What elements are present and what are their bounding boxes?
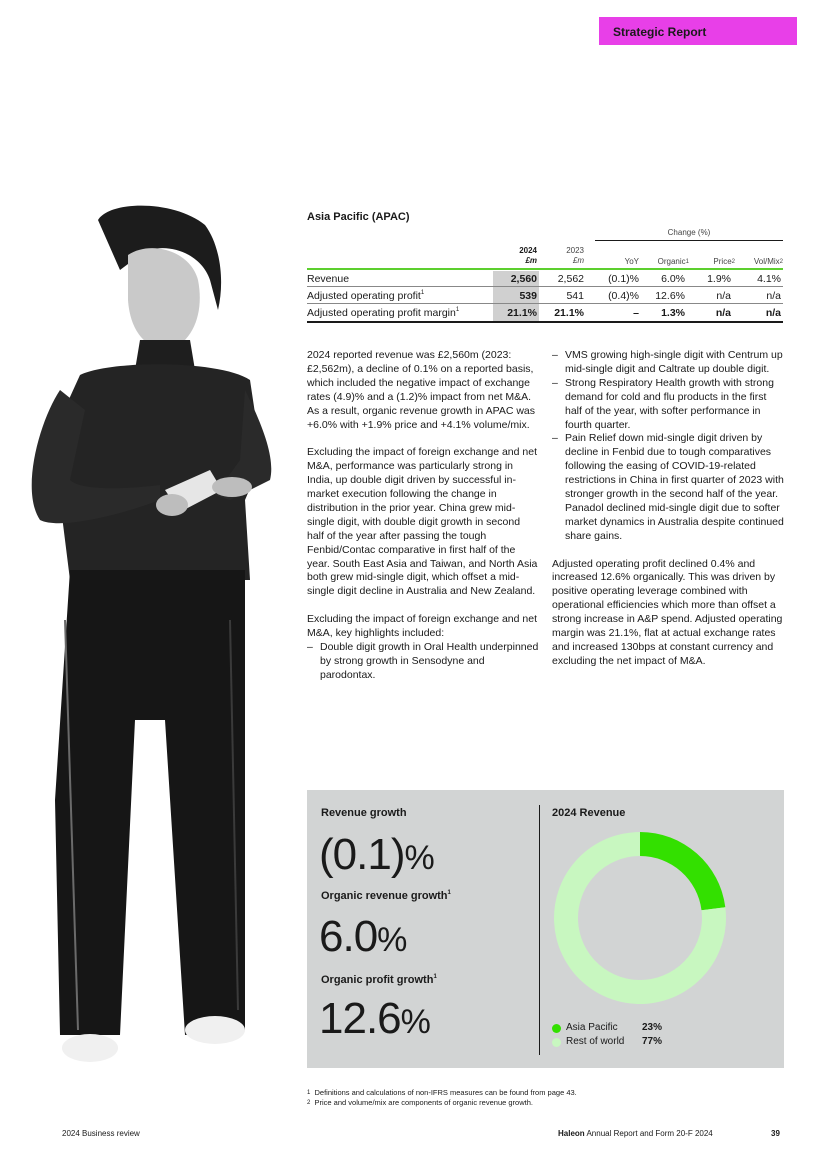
cell-volmix: 4.1% [757,273,781,285]
cell-price: n/a [716,290,731,302]
footnote: $^1$ Definitions and calculations of non-IFRS measures can be found from page 43. [307,1088,577,1097]
legend-value: 23% [642,1022,663,1033]
row-label: Adjusted operating profit margin$^1$ [307,307,460,319]
cell-volmix: n/a [766,290,781,302]
cell-organic: 1.3% [661,307,685,319]
kpi-value: 6.0% [319,912,407,961]
section-title: Asia Pacific (APAC) [307,211,410,223]
footnotes [307,1088,577,1108]
change-header: Change (%) [595,228,783,241]
kpi-value: (0.1)% [319,830,434,879]
legend-value: 77% [642,1036,663,1047]
bullet-item: – Pain Relief down mid-single digit driven by decline in Fenbid due to tough comparatives following the easing of COVID-19-related restrictions in China in first quarter of 2023 with stronger growth in the second half of the year. Panadol declined mid-single digit due to softer market dynamics in Australia despite continued share gains. [552,432,786,543]
footer-report: Haleon Annual Report and Form 20-F 2024 [558,1129,713,1138]
kpi-panel [307,790,784,1068]
legend-dot [552,1038,561,1047]
cell-2024: 2,560 [510,273,537,285]
kpi-label: Revenue growth [321,807,407,819]
paragraph: 2024 reported revenue was £2,560m (2023: £2,562m), a decline of 0.1% on a reported basis, which included the negative impact of exchange rates (4.9)% and a (1.2)% impact from net M&A. As a result, organic revenue growth in APAC was +6.0% with +1.9% price and +4.1% volume/mix. [307,349,536,431]
col-price-header: Price$^2$ [713,257,735,266]
row-label: Revenue [307,273,350,285]
cell-yoy: (0.4)% [608,290,639,302]
table-row [307,305,783,323]
paragraph: Excluding the impact of foreign exchange and net M&A, performance was particularly strong in India, up double digit driven by successful in-market execution following the change in distribution in the prior year. China grew mid-single digit, with double digit growth in second half of the year after passing the tough Fenbid/Contac comparative in first half of the year. South East Asia and Taiwan, and North Asia both grew mid-single digit, which offset a mid-single digit decline in Australia and New Zealand. [307,446,538,598]
col-yoy-header: YoY [624,257,639,266]
person-photo [0,200,300,1080]
col-volmix-header: Vol/Mix$^2$ [753,257,783,266]
bullet-item: – Strong Respiratory Health growth with strong demand for cold and flu products in the first half of the year, with softer performance in fourth quarter. [552,377,786,433]
panel-divider [539,805,540,1055]
paragraph: Excluding the impact of foreign exchange and net M&A, key highlights included: [307,613,537,640]
table-header-row [307,244,783,270]
left-text-column [307,349,539,683]
legend-dot [552,1024,561,1033]
table-row [307,271,783,287]
cell-price: 1.9% [707,273,731,285]
legend-item [552,1022,682,1036]
legend-name: Asia Pacific [566,1022,618,1033]
cell-volmix: n/a [765,307,781,319]
legend-item [552,1036,682,1050]
col-2023-header: 2023 £m [566,246,584,265]
cell-2023: 21.1% [554,307,584,319]
revenue-donut-chart [552,830,728,1006]
footnote: $^2$ Price and volume/mix are components of organic revenue growth. [307,1098,533,1107]
cell-organic: 12.6% [655,290,685,302]
row-label: Adjusted operating profit$^1$ [307,290,425,302]
legend-name: Rest of world [566,1036,625,1047]
cell-organic: 6.0% [661,273,685,285]
cell-2024: 539 [519,290,537,302]
page-number: 39 [771,1129,780,1138]
chart-legend [552,1022,682,1050]
right-text-column [552,349,786,683]
cell-2023: 541 [566,290,584,302]
donut-slice-asia-pacific [640,832,725,910]
cell-yoy: – [633,307,639,319]
cell-yoy: (0.1)% [608,273,639,285]
bullet-item: – Double digit growth in Oral Health underpinned by strong growth in Sensodyne and parodontax. [307,641,539,683]
chart-title: 2024 Revenue [552,807,626,819]
bullet-item: – VMS growing high-single digit with Centrum up mid-single digit and Caltrate up double digit. [552,349,786,377]
kpi-label: Organic profit growth$^1$ [321,974,437,986]
footer-section: 2024 Business review [62,1129,140,1138]
col-2024-header: 2024 £m [519,246,537,265]
paragraph: Adjusted operating profit declined 0.4% and increased 12.6% organically. This was driven by positive operating leverage combined with operational efficiencies which more than offset a strong increase in A&P spend. Adjusted operating margin was 21.1%, flat at actual exchange rates and increased 130bps at constant currency and excluding the net impact of M&A. [552,557,783,667]
cell-2024: 21.1% [507,307,537,319]
cell-2023: 2,562 [557,273,584,285]
kpi-label: Organic revenue growth$^1$ [321,890,451,902]
kpi-value: 12.6% [319,994,430,1043]
col-organic-header: Organic$^1$ [657,257,689,266]
table-row [307,288,783,304]
section-tag: Strategic Report [599,17,797,45]
cell-price: n/a [715,307,731,319]
